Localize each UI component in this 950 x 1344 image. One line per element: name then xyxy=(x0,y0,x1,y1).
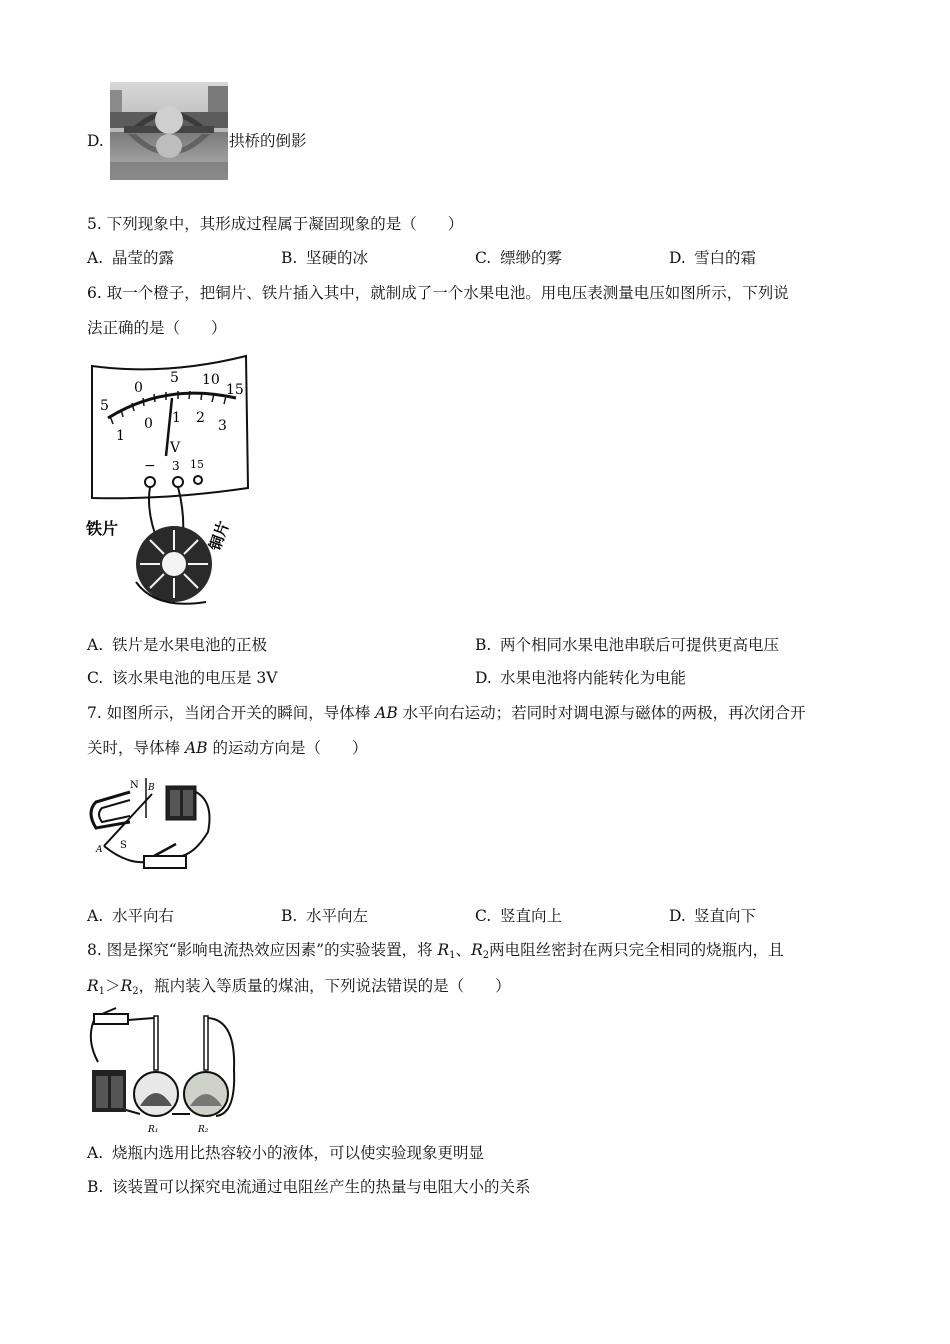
q6-option-b-letter: B. xyxy=(475,636,492,654)
q7-stem-line1: 7. 如图所示，当闭合开关的瞬间，导体棒 AB 水平向右运动；若同时对调电源与磁体的两极，再次闭合开 xyxy=(87,704,806,722)
terminal-3 xyxy=(173,477,183,487)
q5-option-a-letter: A. xyxy=(87,249,104,267)
q6-option-b-text: 两个相同水果电池串联后可提供更高电压 xyxy=(500,636,780,654)
label-r1: R₁ xyxy=(148,1125,159,1135)
q5-option-d-text: 雪白的霜 xyxy=(694,249,757,267)
label-iron-plate: 铁片 xyxy=(86,519,119,538)
q8-option-b-letter: B. xyxy=(87,1178,104,1196)
q7-option-b-text: 水平向左 xyxy=(306,907,369,925)
magnet-label-n: N xyxy=(130,780,139,791)
q6-stem-line1: 6. 取一个橙子，把铜片、铁片插入其中，就制成了一个水果电池。用电压表测量电压如图所示，下列说 xyxy=(87,284,789,302)
q7-option-b-letter: B. xyxy=(281,907,298,925)
motor-effect-figure xyxy=(86,772,216,882)
q5-stem: 5. 下列现象中，其形成过程属于凝固现象的是（ ） xyxy=(87,215,464,233)
q6-option-c-text: 该水果电池的电压是 3V xyxy=(112,669,278,687)
q5-option-c-text: 缥缈的雾 xyxy=(500,249,563,267)
terminal-neg-label: − xyxy=(144,458,156,474)
voltmeter-figure xyxy=(86,352,256,608)
q7-option-c-text: 竖直向上 xyxy=(500,907,563,925)
q5-option-d-letter: D. xyxy=(669,249,686,267)
switch xyxy=(144,856,186,868)
heating-effect-figure xyxy=(86,1010,240,1135)
q5-option-c-letter: C. xyxy=(475,249,492,267)
q7-option-d-letter: D. xyxy=(669,907,686,925)
q4-option-d-text: 拱桥的倒影 xyxy=(229,132,307,150)
q8-stem-line1: 8. 图是探究“影响电流热效应因素”的实验装置，将 $R_1$、$R_2$两电阻丝密封在两只完全相同的烧瓶内，且 xyxy=(87,941,784,961)
q6-option-d-letter: D. xyxy=(475,669,492,687)
q8-option-a-letter: A. xyxy=(87,1144,104,1162)
scale-upper-0: 5 xyxy=(100,398,109,414)
scale-lower-2: 1 xyxy=(172,410,181,426)
q5-option-b-text: 坚硬的冰 xyxy=(306,249,369,267)
magnet-label-s: S xyxy=(120,840,127,851)
switch xyxy=(94,1014,128,1024)
q7-stem-line2: 关时，导体棒 AB 的运动方向是（ ） xyxy=(87,739,368,757)
scale-lower-3: 2 xyxy=(196,410,205,426)
q6-option-d-text: 水果电池将内能转化为电能 xyxy=(500,669,687,687)
magnet xyxy=(91,792,130,828)
scale-upper-3: 10 xyxy=(202,372,220,388)
q6-option-c-letter: C. xyxy=(87,669,104,687)
q4-option-d-letter: D. xyxy=(87,132,104,150)
q7-option-a-letter: A. xyxy=(87,907,104,925)
q7-option-c-letter: C. xyxy=(475,907,492,925)
scale-upper-2: 5 xyxy=(170,370,179,386)
bridge-reflection-photo xyxy=(110,82,228,180)
scale-lower-1: 0 xyxy=(144,416,153,432)
q6-stem-line2: 法正确的是（ ） xyxy=(87,319,227,337)
scale-upper-4: 15 xyxy=(226,382,244,398)
label-copper-plate: 铜片 xyxy=(205,518,233,553)
voltmeter-unit: V xyxy=(170,440,181,456)
q8-stem-line2: $R_1>R_2$，瓶内装入等质量的煤油，下列说法错误的是（ ） xyxy=(87,977,511,997)
q8-option-a-text: 烧瓶内选用比热容较小的液体，可以使实验现象更明显 xyxy=(112,1144,485,1162)
scale-lower-4: 3 xyxy=(218,418,227,434)
q6-option-a-letter: A. xyxy=(87,636,104,654)
q8-option-b-text: 该装置可以探究电流通过电阻丝产生的热量与电阻大小的关系 xyxy=(112,1178,531,1196)
q7-option-a-text: 水平向右 xyxy=(112,907,175,925)
terminal-neg xyxy=(145,477,155,487)
label-r2: R₂ xyxy=(198,1125,209,1135)
scale-lower-0: 1 xyxy=(116,428,125,444)
scale-upper-1: 0 xyxy=(134,380,143,396)
q6-option-a-text: 铁片是水果电池的正极 xyxy=(112,636,268,654)
q7-option-d-text: 竖直向下 xyxy=(694,907,757,925)
terminal-3-label: 3 xyxy=(172,459,180,473)
rod-label-b: B xyxy=(148,783,155,793)
rod-label-a: A xyxy=(96,845,103,855)
q5-option-b-letter: B. xyxy=(281,249,298,267)
q5-option-a-text: 晶莹的露 xyxy=(112,249,175,267)
terminal-15 xyxy=(194,476,202,484)
terminal-15-label: 15 xyxy=(190,458,204,471)
